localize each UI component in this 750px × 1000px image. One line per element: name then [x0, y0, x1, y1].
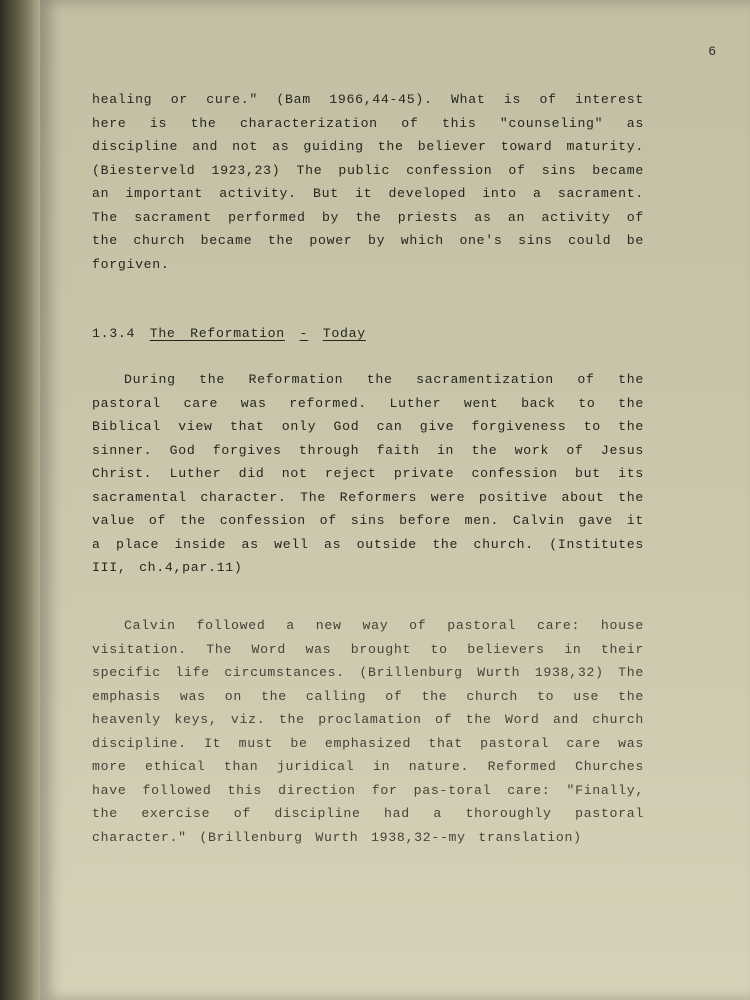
section-heading [92, 322, 644, 345]
section-title-part1: The Reformation [149, 326, 285, 341]
document-page [40, 0, 750, 1000]
section-heading-block [92, 322, 644, 345]
paragraph-1-block [92, 88, 644, 276]
section-title-dash: - [299, 326, 309, 341]
paragraph-3: Calvin followed a new way of pastoral care: house visitation. The Word was brought to believers in their specific life circumstances. (Brillenburg Wurth 1938,32) The emphasis was on the calling of the church to use the heavenly keys, viz. the proclamation of the Word and church discipline. It must be emphasized that pastoral care was more ethical than juridical in nature. Reformed Churches have followed this direction for pas-toral care: "Finally, the exercise of discipline had a thoroughly pastoral character." (Brillenburg Wurth 1938,32--my translation) [92, 618, 644, 845]
paragraph-1: healing or cure." (Bam 1966,44-45). What is of interest here is the characterization of this "counseling" as discipline and not as guiding the believer toward maturity. (Biesterveld 1923,23) The public confession of sins became an important activity. But it developed into a sacrament. The sacrament performed by the priests as an activity of the church became the power by which one's sins could be forgiven. [92, 92, 644, 272]
paragraph-3-block [92, 614, 644, 849]
section-number: 1.3.4 [92, 326, 136, 341]
paragraph-2-block [92, 368, 644, 580]
book-binding [0, 0, 40, 1000]
section-title-part2: Today [322, 326, 366, 341]
page-number: 6 [708, 44, 716, 59]
paragraph-2: During the Reformation the sacramentization of the pastoral care was reformed. Luther went back to the Biblical view that only God can give forgiveness to the sinner. God forgives through faith in the work of Jesus Christ. Luther did not reject private confession but its sacramental character. The Reformers were positive about the value of the confession of sins before men. Calvin gave it a place inside as well as outside the church. (Institutes III, ch.4,par.11) [92, 372, 644, 575]
